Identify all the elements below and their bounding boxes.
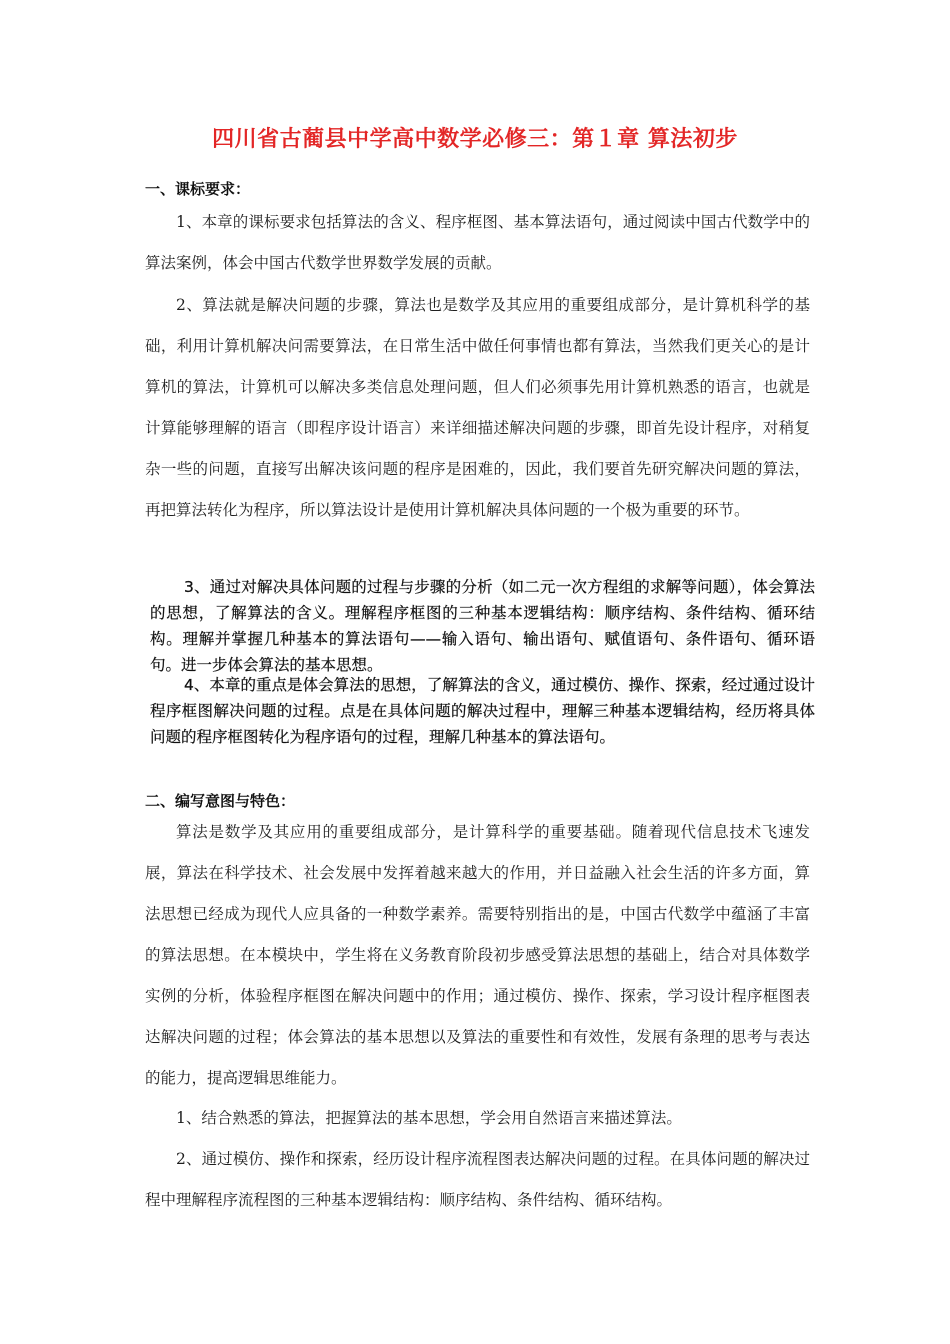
paragraph-curriculum-1: 1、本章的课标要求包括算法的含义、程序框图、基本算法语句，通过阅读中国古代数学中的算法案例，体会中国古代数学世界数学发展的贡献。 <box>145 213 810 272</box>
paragraph-intent-main: 算法是数学及其应用的重要组成部分，是计算科学的重要基础。随着现代信息技术飞速发展，算法在科学技术、社会发展中发挥着越来越大的作用，并日益融入社会生活的许多方面，算法思想已经成为现代人应具备的一种数学素养。需要特别指出的是，中国古代数学中蕴涵了丰富的算法思想。在本模块中，学生将在义务教育阶段初步感受算法思想的基础上，结合对具体数学实例的分析，体验程序框图在解决问题中的作用；通过模仿、操作、探索，学习设计程序框图表达解决问题的过程；体会算法的基本思想以及算法的重要性和有效性，发展有条理的思考与表达的能力，提高逻辑思维能力。 <box>145 823 810 1087</box>
image-paragraph-curriculum-3: 3、通过对解决具体问题的过程与步骤的分析（如二元一次方程组的求解等问题），体会算法的思想，了解算法的含义。理解程序框图的三种基本逻辑结构：顺序结构、条件结构、循环结构。理解并掌握几种基本的算法语句——输入语句、输出语句、赋值语句、条件语句、循环语句。进一步体会算法的基本思想。 <box>150 578 815 674</box>
section-heading-intent: 二、编写意图与特色： <box>145 792 296 810</box>
section-heading-curriculum: 一、课标要求： <box>145 180 251 198</box>
paragraph-intent-1: 1、结合熟悉的算法，把握算法的基本思想，学会用自然语言来描述算法。 <box>176 1109 682 1127</box>
image-paragraph-curriculum-4: 4、本章的重点是体会算法的思想，了解算法的含义，通过模仿、操作、探索，经过通过设计程序框图解决问题的过程。点是在具体问题的解决过程中，理解三种基本逻辑结构，经历将具体问题的程序框图转化为程序语句的过程，理解几种基本的算法语句。 <box>150 676 815 746</box>
paragraph-curriculum-2: 2、算法就是解决问题的步骤，算法也是数学及其应用的重要组成部分，是计算机科学的基础，利用计算机解决问需要算法，在日常生活中做任何事情也都有算法，当然我们更关心的是计算机的算法，计算机可以解决多类信息处理问题，但人们必须事先用计算机熟悉的语言，也就是计算能够理解的语言（即程序设计语言）来详细描述解决问题的步骤，即首先设计程序，对稍复杂一些的问题，直接写出解决该问题的程序是困难的，因此，我们要首先研究解决问题的算法，再把算法转化为程序，所以算法设计是使用计算机解决具体问题的一个极为重要的环节。 <box>145 296 810 519</box>
paragraph-intent-2: 2、通过模仿、操作和探索，经历设计程序流程图表达解决问题的过程。在具体问题的解决过程中理解程序流程图的三种基本逻辑结构：顺序结构、条件结构、循环结构。 <box>145 1150 810 1209</box>
document-title: 四川省古蔺县中学高中数学必修三：第１章 算法初步 <box>212 127 738 152</box>
